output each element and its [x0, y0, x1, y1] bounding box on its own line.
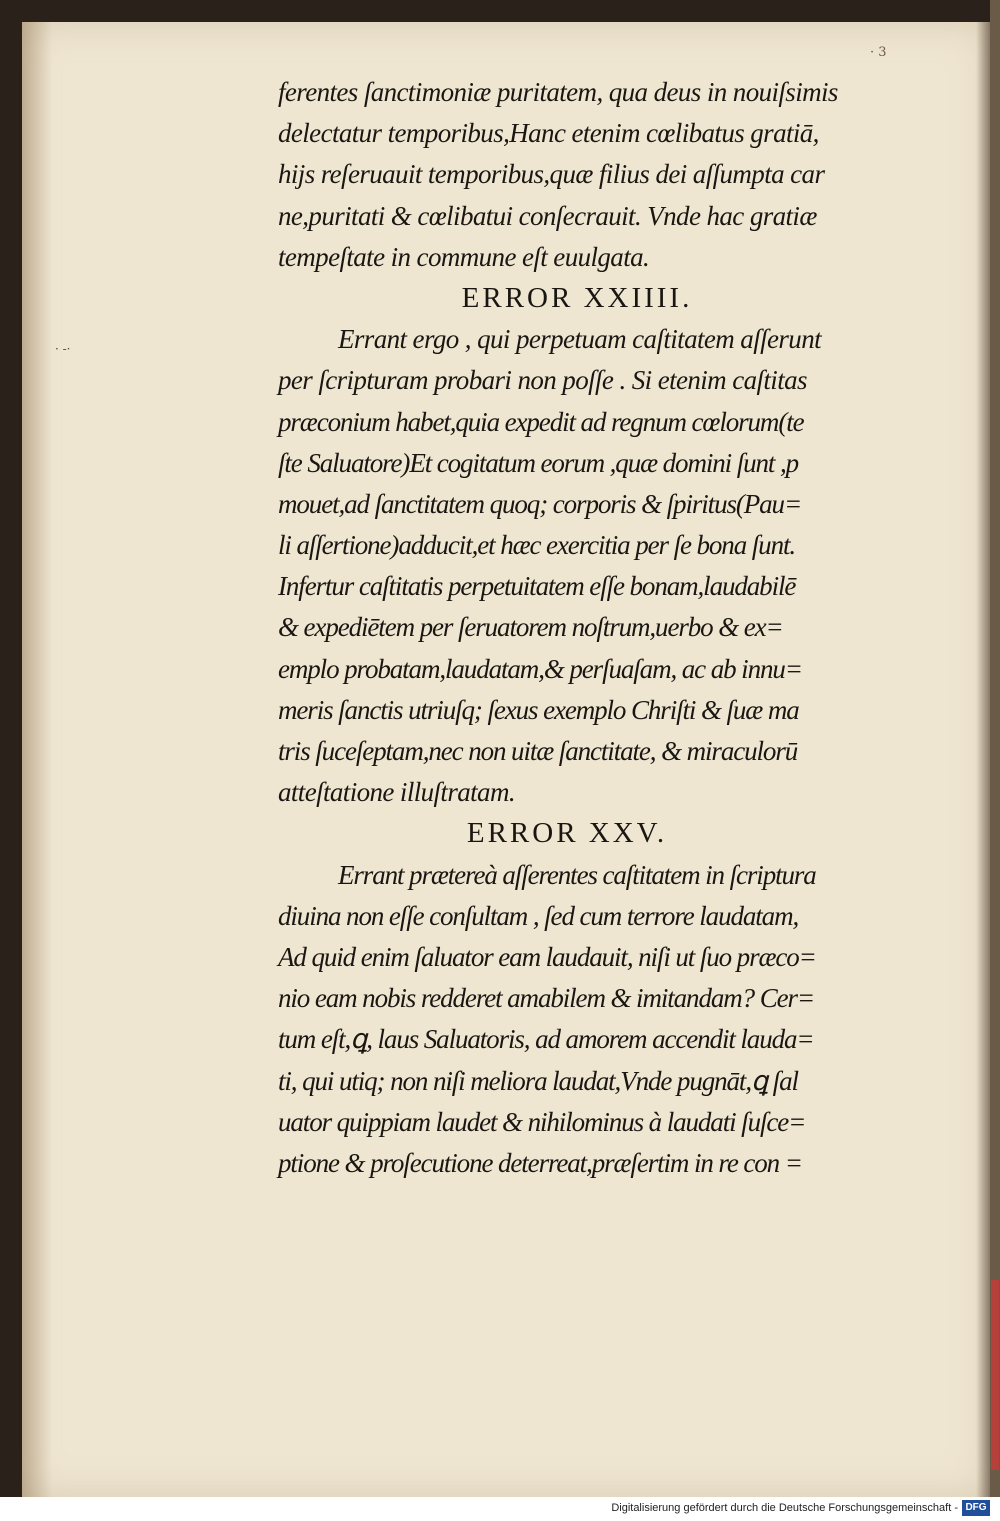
page-corner-mark: · 3 [870, 45, 887, 60]
page-left-edge-shade [22, 22, 52, 1497]
page-text [278, 72, 968, 1184]
text-line: ptione & proſecutione deterreat,præſertim in re con = [278, 1147, 802, 1178]
text-line: tris ſuceſeptam,nec non uitæ ſanctitate, & miraculorū [278, 736, 798, 766]
binding-edge [990, 0, 1000, 1497]
text-line: Ad quid enim ſaluator eam laudauit, niſi ut ſuo præco= [278, 941, 816, 972]
text-line: delectatur temporibus,Hanc etenim cœlibatus gratiā, [278, 118, 819, 149]
text-line: diuina non eſſe conſultam , ſed cum terrore laudatam, [278, 900, 799, 931]
text-line: ne,puritati & cœlibatui conſecrauit. Vnde hac gratiæ [278, 200, 817, 231]
text-line: Infertur caſtitatis perpetuitatem eſſe bonam,laudabilē [278, 571, 796, 602]
footer-bar [0, 1497, 1000, 1521]
text-line: ti, qui utiq; non niſi meliora laudat,Vnde pugnāt,ꝗ ſal [278, 1065, 798, 1096]
text-line: & expediētem per ſeruatorem noſtrum,uerbo & ex= [278, 612, 783, 643]
footer-credit: Digitalisierung gefördert durch die Deutsche Forschungsgemeinschaft - [611, 1502, 958, 1514]
error-heading-xxv: ERROR XXV. [466, 817, 668, 850]
text-line: tum eſt,ꝗ, laus Saluatoris, ad amorem accendit lauda= [278, 1024, 814, 1055]
text-line: præconium habet,quia expedit ad regnum cœlorum(te [278, 406, 804, 437]
error-heading-xxiiii: ERROR XXIIII. [461, 281, 693, 314]
text-line: nio eam nobis redderet amabilem & imitandam? Cer= [278, 983, 815, 1014]
text-line: uator quippiam laudet & nihilominus à laudati ſuſce= [278, 1106, 806, 1137]
text-line: meris ſanctis utriuſq; ſexus exemplo Chriſti & ſuæ ma [278, 694, 799, 725]
text-line: tempeſtate in commune eſt euulgata. [278, 241, 650, 272]
text-line: ferentes ſanctimoniæ puritatem, qua deus in nouiſsimis [278, 77, 838, 107]
text-line: per ſcripturam probari non poſſe . Si etenim caſtitas [278, 365, 807, 396]
text-line: emplo probatam,laudatam,& perſuaſam, ac ab innu= [278, 653, 802, 684]
text-line: Errant prætereà aſſerentes caſtitatem in ſcriptura [338, 859, 816, 890]
binding-edge-red-marker [991, 1280, 999, 1470]
text-line: ſte Saluatore)Et cogitatum eorum ,quæ domini ſunt ,p [278, 447, 799, 478]
dfg-logo-icon: DFG [962, 1500, 990, 1516]
text-line: hijs reſeruauit temporibus,quæ filius dei aſſumpta car [278, 159, 825, 190]
text-line: mouet,ad ſanctitatem quoq; corporis & ſpiritus(Pau= [278, 488, 802, 519]
margin-mark: · -· [55, 342, 71, 356]
text-line: li aſſertione)adducit,et hæc exercitia per ſe bona ſunt. [278, 530, 796, 561]
text-line: atteſtatione illuſtratam. [278, 777, 515, 808]
page-gutter-shade [976, 22, 990, 1497]
text-line: Errant ergo , qui perpetuam caſtitatem aſſerunt [338, 324, 821, 355]
